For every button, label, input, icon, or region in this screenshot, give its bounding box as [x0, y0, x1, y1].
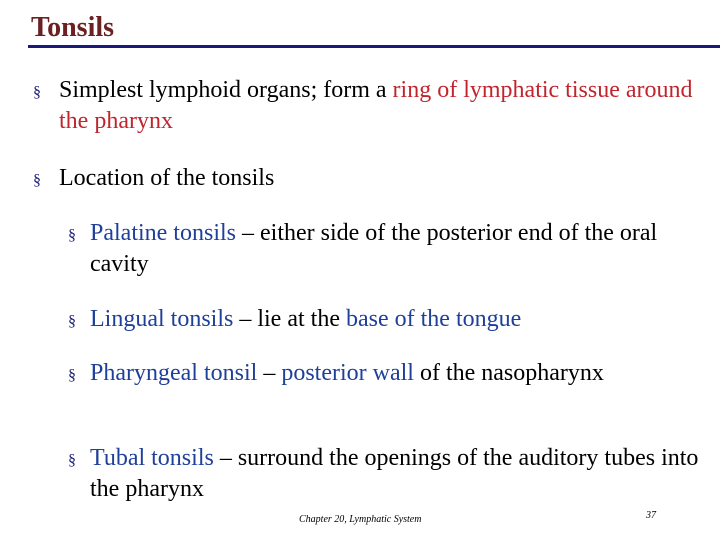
bullet-marker-icon: § [33, 84, 41, 101]
sub-bullet-term: Palatine tonsils [90, 220, 236, 246]
sub-bullet-tubal [68, 443, 700, 505]
bullet-marker-icon: § [68, 367, 76, 384]
bullet-marker-icon: § [33, 172, 41, 189]
bullet-text: Simplest lymphoid organs; form a [59, 77, 393, 103]
bullet-marker-icon: § [68, 227, 76, 244]
page-number: 37 [646, 510, 656, 521]
bullet-marker-icon: § [68, 313, 76, 330]
bullet-highlight: ring of lymphatic tissue around the pharynx [59, 77, 693, 134]
sub-bullet-lingual [68, 304, 700, 335]
bullet-location [33, 163, 709, 194]
sub-bullet-text: – lie at the [233, 306, 346, 332]
sub-bullet-text: – either side of the posterior end of the oral cavity [90, 220, 658, 277]
sub-bullet-text: – surround the openings of the auditory tubes into the pharynx [90, 445, 699, 502]
sub-bullet-term: Lingual tonsils [90, 306, 234, 332]
bullet-marker-icon: § [68, 452, 76, 469]
sub-bullet-term: Pharyngeal tonsil [90, 360, 258, 386]
sub-bullet-term: Tubal tonsils [90, 445, 214, 471]
sub-bullet-highlight: base of the tongue [345, 306, 522, 332]
sub-bullet-pharyngeal [68, 358, 700, 389]
sub-bullet-highlight: posterior wall [281, 360, 414, 386]
sub-bullet-text: of the nasopharynx [413, 360, 604, 386]
bullet-text: Location of the tonsils [59, 165, 275, 191]
bullet-lymphoid-organs [33, 75, 709, 137]
slide-footer: Chapter 20, Lymphatic System [299, 514, 422, 525]
sub-bullet-text: – [257, 360, 282, 386]
slide-title: Tonsils [31, 12, 115, 43]
sub-bullet-palatine [68, 218, 700, 280]
title-divider [28, 45, 720, 48]
